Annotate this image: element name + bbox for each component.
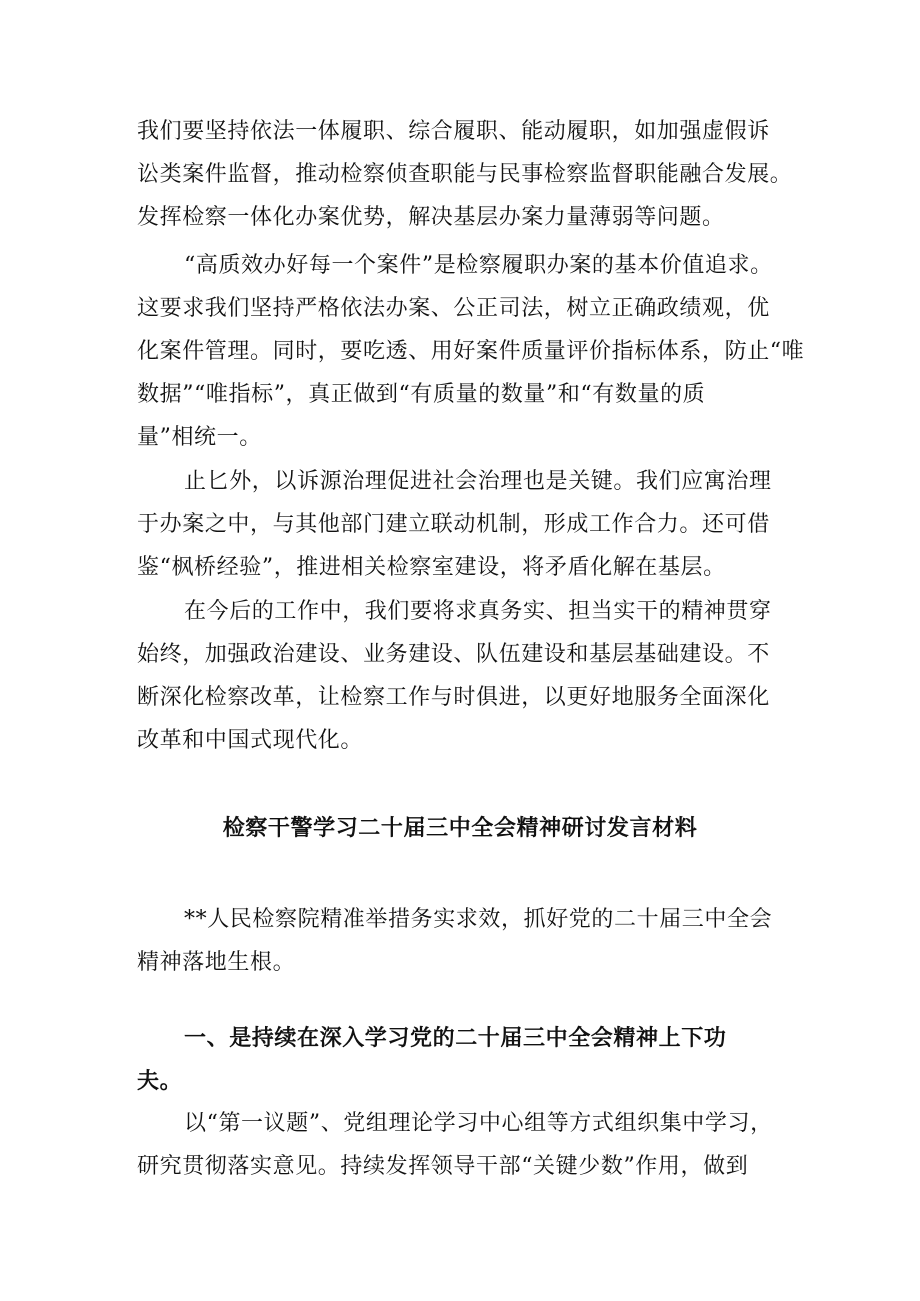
paragraph-1-line-2: 讼类案件监督，推动检察侦查职能与民事检察监督职能融合发展。 bbox=[137, 162, 793, 187]
paragraph-2-line-1: “高质效办好每一个案件”是检察履职办案的基本价值追求。 bbox=[184, 253, 773, 278]
paragraph-4-line-4: 改革和中国式现代化。 bbox=[137, 728, 364, 753]
intro-line-1: **人民检察院精准举措务实求效，抓好党的二十届三中全会 bbox=[184, 907, 773, 932]
paragraph-2-line-3: 化案件管理。同时，要吃透、用好案件质量评价指标体系，防止“唯 bbox=[137, 339, 805, 364]
paragraph-4-line-2: 始终，加强政治建设、业务建设、队伍建设和基层基础建设。不 bbox=[137, 642, 770, 667]
paragraph-2-line-5: 量”相统一。 bbox=[137, 425, 262, 450]
paragraph-4-line-3: 断深化检察改革，让检察工作与时俱进，以更好地服务全面深化 bbox=[137, 685, 770, 710]
paragraph-4-line-1: 在今后的工作中，我们要将求真务实、担当实干的精神贯穿 bbox=[184, 599, 772, 624]
paragraph-2-line-4: 数据”“唯指标”，真正做到“有质量的数量”和“有数量的质 bbox=[137, 382, 706, 407]
paragraph-3-line-2: 于办案之中，与其他部门建立联动机制，形成工作合力。还可借 bbox=[137, 512, 770, 537]
paragraph-1-line-3: 发挥检察一体化办案优势，解决基层办案力量薄弱等问题。 bbox=[137, 205, 725, 230]
intro-line-2: 精神落地生根。 bbox=[137, 950, 296, 975]
body-one-line-2: 研究贯彻落实意见。持续发挥领导干部“关键少数”作用，做到 bbox=[137, 1154, 749, 1179]
paragraph-2-line-2: 这要求我们坚持严格依法办案、公正司法，树立正确政绩观，优 bbox=[137, 296, 770, 321]
paragraph-3-line-1: 止匕外，以诉源治理促进社会治理也是关键。我们应寓治理 bbox=[184, 469, 772, 494]
body-one-line-1: 以“第一议题”、党组理论学习中心组等方式组织集中学习， bbox=[184, 1111, 773, 1136]
heading-one-line-2: 夫。 bbox=[137, 1068, 183, 1094]
section-title: 检察干警学习二十届三中全会精神研讨发言材料 bbox=[222, 815, 698, 841]
paragraph-1-line-1: 我们要坚持依法一体履职、综合履职、能动履职，如加强虚假诉 bbox=[137, 119, 770, 144]
paragraph-3-line-3: 鉴“枫桥经验”，推进相关检察室建设，将矛盾化解在基层。 bbox=[137, 555, 726, 580]
heading-one-line-1: 一、是持续在深入学习党的二十届三中全会精神上下功 bbox=[184, 1025, 727, 1051]
